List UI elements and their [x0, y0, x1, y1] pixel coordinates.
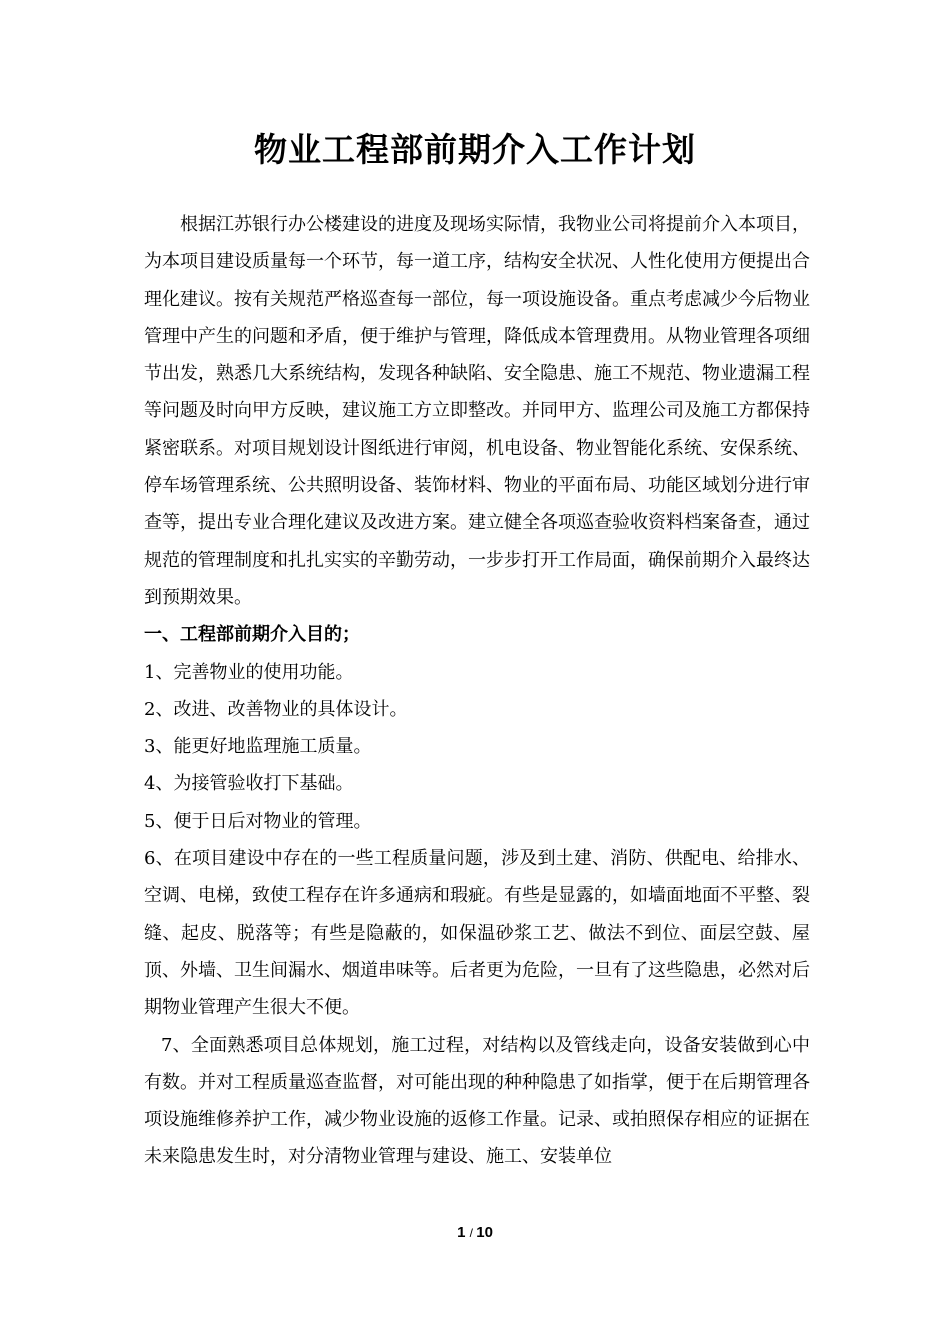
list-item: 7、全面熟悉项目总体规划，施工过程，对结构以及管线走向，设备安装做到心中有数。并对工程质量巡查监督，对可能出现的种种隐患了如指掌，便于在后期管理各项设施维修养护工作，减少物业设施的返修工作量。记录、或拍照保存相应的证据在未来隐患发生时，对分清物业管理与建设、施工、安装单位 — [144, 1034, 810, 1168]
intro-paragraph: 根据江苏银行办公楼建设的进度及现场实际情，我物业公司将提前介入本项目，为本项目建设质量每一个环节，每一道工序，结构安全状况、人性化使用方便提出合理化建议。按有关规范严格巡查每一部位，每一项设施设备。重点考虑减少今后物业管理中产生的问题和矛盾，便于维护与管理，降低成本管理费用。从物业管理各项细节出发，熟悉几大系统结构，发现各种缺陷、安全隐患、施工不规范、物业遗漏工程等问题及时向甲方反映，建议施工方立即整改。并同甲方、监理公司及施工方都保持紧密联系。对项目规划设计图纸进行审阅，机电设备、物业智能化系统、安保系统、停车场管理系统、公共照明设备、装饰材料、物业的平面布局、功能区域划分进行审查等，提出专业合理化建议及改进方案。建立健全各项巡查验收资料档案备查，通过规范的管理制度和扎扎实实的辛勤劳动，一步步打开工作局面，确保前期介入最终达到预期效果。 — [144, 214, 810, 608]
page-separator: / — [469, 1226, 477, 1240]
page-number: 1 — [457, 1224, 466, 1241]
document-title: 物业工程部前期介入工作计划 — [254, 130, 696, 169]
list-item: 2、改进、改善物业的具体设计。 — [144, 698, 408, 720]
list-item: 3、能更好地监理施工质量。 — [144, 736, 372, 758]
list-item: 1、完善物业的使用功能。 — [144, 661, 354, 683]
page-footer — [0, 1224, 950, 1241]
list-item: 5、便于日后对物业的管理。 — [144, 810, 372, 832]
list-item: 6、在项目建设中存在的一些工程质量问题，涉及到土建、消防、供配电、给排水、空调、电梯，致使工程存在许多通病和瑕疵。有些是显露的，如墙面地面不平整、裂缝、起皮、脱落等；有些是隐蔽的，如保温砂浆工艺、做法不到位、面层空鼓、屋顶、外墙、卫生间漏水、烟道串味等。后者更为危险，一旦有了这些隐患，必然对后期物业管理产生很大不便。 — [144, 848, 810, 1019]
list-item: 4、为接管验收打下基础。 — [144, 773, 354, 795]
page-total: 10 — [476, 1224, 493, 1241]
section-heading: 一、工程部前期介入目的； — [144, 624, 360, 646]
document-body — [144, 206, 810, 1176]
